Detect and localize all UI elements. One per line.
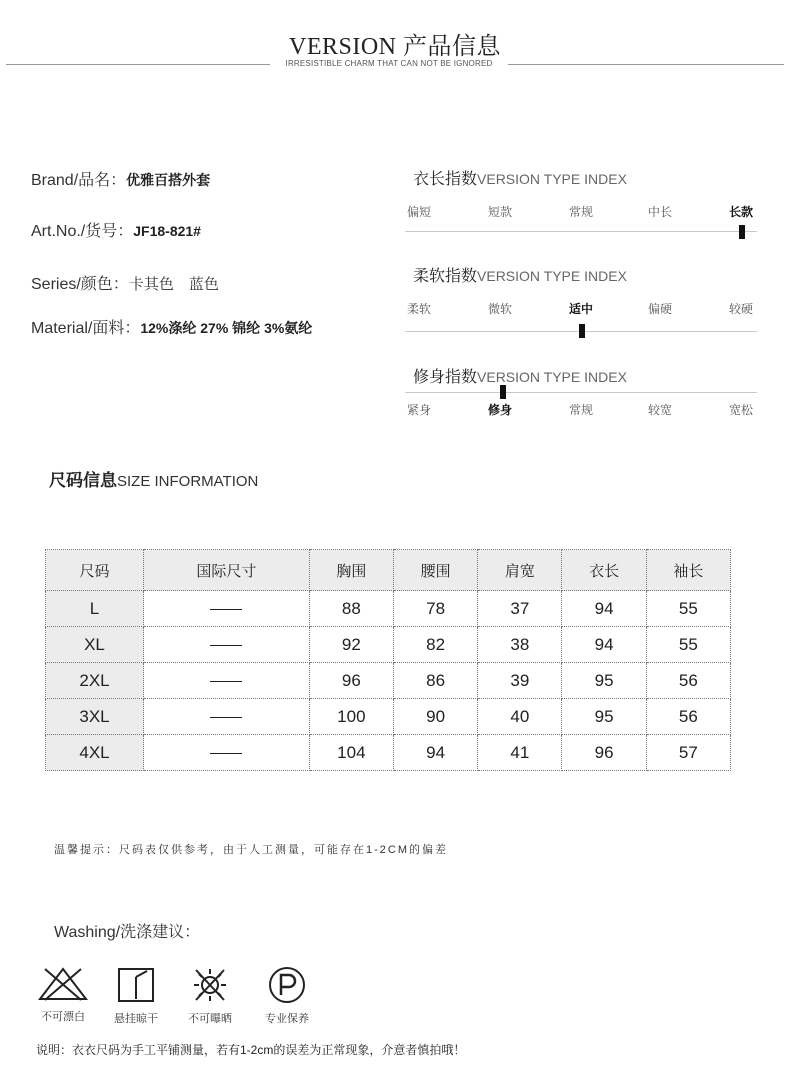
- length-index-title-en: VERSION TYPE INDEX: [477, 171, 627, 187]
- hang-dry-icon: [116, 966, 156, 1004]
- intl-size-cell: [144, 735, 310, 771]
- fit-option: 较宽: [648, 403, 673, 417]
- table-row: [46, 735, 731, 771]
- table-row: [46, 663, 731, 699]
- table-header-cell: 胸围: [309, 550, 393, 591]
- page-title: VERSION 产品信息: [288, 34, 501, 60]
- table-row: [46, 627, 731, 663]
- table-header-cell: 肩宽: [478, 550, 562, 591]
- material-label: Material/面料：: [31, 320, 141, 337]
- table-header-cell: 衣长: [562, 550, 646, 591]
- size-title-cn: 尺码信息: [49, 471, 117, 490]
- chest-cell: 96: [309, 663, 393, 699]
- size-cell: 2XL: [46, 663, 144, 699]
- size-title-en: SIZE INFORMATION: [117, 473, 259, 490]
- no-bleach-icon: [37, 966, 89, 1002]
- length-cell: 96: [562, 735, 646, 771]
- waist-cell: 90: [393, 699, 477, 735]
- no-sun-dry-icon: [190, 966, 230, 1004]
- length-cell: 95: [562, 663, 646, 699]
- length-option-selected: 长款: [729, 205, 754, 219]
- length-cell: 94: [562, 627, 646, 663]
- art-value: JF18-821#: [133, 223, 201, 239]
- shoulder-cell: 38: [478, 627, 562, 663]
- softness-option: 偏硬: [648, 302, 673, 316]
- table-header-cell: 袖长: [646, 550, 730, 591]
- intl-size-cell: [144, 663, 310, 699]
- intl-size-cell: [144, 591, 310, 627]
- table-row: [46, 699, 731, 735]
- softness-index-marker: [579, 324, 585, 338]
- sleeve-cell: 57: [646, 735, 730, 771]
- art-row: [31, 218, 201, 241]
- care-label: 悬挂晾干: [114, 1012, 158, 1025]
- length-option: 中长: [648, 205, 673, 219]
- sleeve-cell: 55: [646, 591, 730, 627]
- care-item-professional-care: [257, 966, 317, 1026]
- length-option: 常规: [569, 205, 594, 219]
- dash-mark: [210, 681, 242, 682]
- dash-mark: [210, 753, 242, 754]
- sleeve-cell: 56: [646, 699, 730, 735]
- professional-care-icon: [267, 966, 307, 1004]
- softness-option: 较硬: [729, 302, 754, 316]
- header-divider-right: [508, 64, 784, 65]
- waist-cell: 78: [393, 591, 477, 627]
- softness-index-title-cn: 柔软指数: [413, 268, 478, 285]
- length-index-track: [405, 231, 757, 232]
- fit-index-track: [405, 392, 757, 393]
- length-cell: 94: [562, 591, 646, 627]
- table-header-cell: 国际尺寸: [144, 550, 310, 591]
- chest-cell: 92: [309, 627, 393, 663]
- page-subtitle: IRRESISTIBLE CHARM THAT CAN NOT BE IGNORED: [285, 59, 493, 68]
- dash-mark: [210, 717, 242, 718]
- shoulder-cell: 39: [478, 663, 562, 699]
- length-index-title-cn: 衣长指数: [413, 171, 478, 188]
- length-cell: 95: [562, 699, 646, 735]
- size-cell: L: [46, 591, 144, 627]
- fit-index-marker: [500, 385, 506, 399]
- chest-cell: 100: [309, 699, 393, 735]
- brand-row: [31, 167, 210, 190]
- length-option: 短款: [488, 205, 513, 219]
- series-value: 卡其色 蓝色: [128, 276, 219, 293]
- waist-cell: 82: [393, 627, 477, 663]
- length-index-marker: [739, 225, 745, 239]
- chest-cell: 88: [309, 591, 393, 627]
- size-cell: 3XL: [46, 699, 144, 735]
- dash-mark: [210, 645, 242, 646]
- sleeve-cell: 56: [646, 663, 730, 699]
- fit-index-title: [413, 364, 627, 387]
- measurement-note: 说明：衣衣尺码为手工平铺测量，若有1-2cm的误差为正常现象，介意者慎拍哦！: [36, 1043, 466, 1057]
- header-divider-left: [6, 64, 270, 65]
- care-item-hang-dry: [106, 966, 166, 1026]
- care-label: 专业保养: [265, 1012, 309, 1025]
- intl-size-cell: [144, 699, 310, 735]
- waist-cell: 94: [393, 735, 477, 771]
- table-header-cell: 尺码: [46, 550, 144, 591]
- length-option: 偏短: [407, 205, 432, 219]
- brand-value: 优雅百搭外套: [126, 172, 211, 188]
- size-table-header: [46, 550, 731, 591]
- sleeve-cell: 55: [646, 627, 730, 663]
- care-item-no-sun-dry: [180, 966, 240, 1026]
- brand-label: Brand/品名：: [31, 172, 127, 189]
- series-label: Series/颜色：: [31, 276, 129, 293]
- length-index-title: [413, 166, 627, 189]
- size-table: [45, 549, 731, 771]
- softness-option: 柔软: [407, 302, 432, 316]
- softness-option: 微软: [488, 302, 513, 316]
- size-cell: XL: [46, 627, 144, 663]
- table-row: [46, 591, 731, 627]
- care-label: 不可曝晒: [188, 1012, 232, 1025]
- fit-index-title-en: VERSION TYPE INDEX: [477, 369, 627, 385]
- material-row: [31, 315, 312, 338]
- series-row: [31, 271, 219, 294]
- chest-cell: 104: [309, 735, 393, 771]
- softness-index-title-en: VERSION TYPE INDEX: [477, 268, 627, 284]
- softness-index-title: [413, 263, 627, 286]
- size-section-title: [49, 466, 258, 491]
- art-label: Art.No./货号：: [31, 223, 134, 240]
- waist-cell: 86: [393, 663, 477, 699]
- intl-size-cell: [144, 627, 310, 663]
- shoulder-cell: 40: [478, 699, 562, 735]
- softness-option-selected: 适中: [569, 302, 594, 316]
- table-header-cell: 腰围: [393, 550, 477, 591]
- dash-mark: [210, 609, 242, 610]
- fit-index-title-cn: 修身指数: [413, 369, 478, 386]
- material-value: 12%涤纶 27% 锦纶 3%氨纶: [140, 320, 313, 336]
- fit-option-selected: 修身: [488, 403, 513, 417]
- shoulder-cell: 41: [478, 735, 562, 771]
- fit-option: 宽松: [729, 403, 754, 417]
- washing-title: Washing/洗涤建议：: [54, 924, 201, 941]
- care-item-no-bleach: [33, 966, 93, 1024]
- fit-option: 常规: [569, 403, 594, 417]
- size-cell: 4XL: [46, 735, 144, 771]
- care-label: 不可漂白: [41, 1010, 85, 1023]
- shoulder-cell: 37: [478, 591, 562, 627]
- measurement-tip: 温馨提示：尺码表仅供参考，由于人工测量，可能存在1-2CM的偏差: [54, 844, 449, 856]
- fit-option: 紧身: [407, 403, 432, 417]
